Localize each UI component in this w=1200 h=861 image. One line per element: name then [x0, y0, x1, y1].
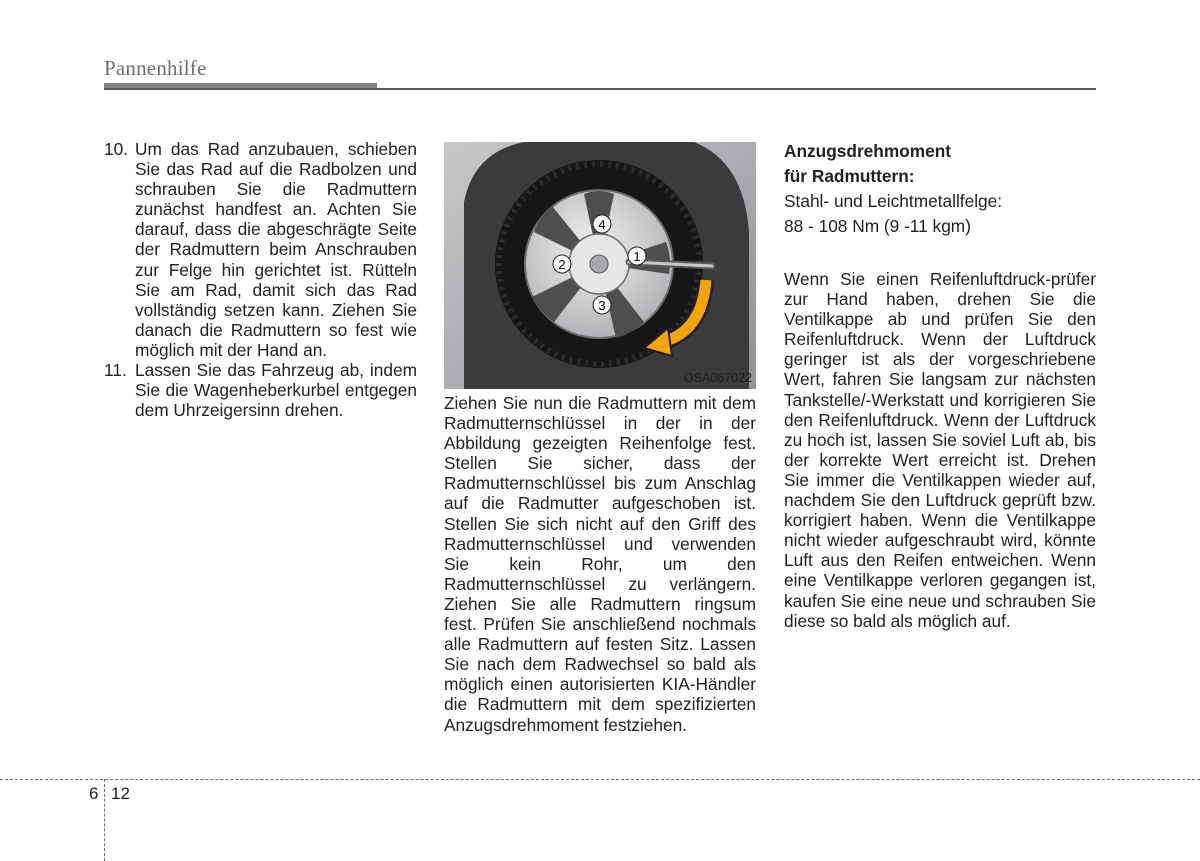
spec-title-line2: für Radmuttern: — [784, 166, 915, 186]
spec-torque-value: 88 - 108 Nm (9 -11 kgm) — [784, 216, 971, 236]
callout-1: 1 — [633, 249, 641, 264]
spec-rim-type: Stahl- und Leichtmetallfelge: — [784, 191, 1003, 211]
step-number: 10. — [104, 139, 129, 159]
chapter-number: 6 — [89, 784, 99, 803]
tire-pressure-text: Wenn Sie einen Reifenluftdruck-prüfer zur Hand haben, drehen Sie die Ventilkappe ab und prüfen Sie den Reifenluftdruck. Wenn der Luftdruck geringer ist als der vorgeschriebene Wert, fahren Sie langsam zur nächsten Tankstelle/-Werkstatt und korrigieren Sie den Reifenluftdruck. Wenn der Luftdruck zu hoch ist, lassen Sie soviel Luft ab, bis der korrekte Wert erreicht ist. Drehen Sie immer die Ventilkappen wieder auf, nachdem Sie den Luftdruck geprüft bzw. korrigiert haben. Wenn die Ventilkappe nicht wieder aufgeschraubt wird, könnte Luft aus den Reifen entweichen. Wenn eine Ventilkappe verloren gegangen ist, kaufen Sie eine neue und schrauben Sie diese so bald als möglich auf. — [784, 269, 1096, 631]
footer-rule — [0, 779, 1200, 780]
step-item — [104, 139, 417, 360]
step-text: Um das Rad anzubauen, schieben Sie das Rad auf die Radbolzen und schrauben Sie die Radmuttern zunächst handfest an. Achten Sie darauf, dass die abgeschrägte Seite der Radmuttern beim Anschrauben zur Felge hin gerichtet ist. Rütteln Sie am Rad, damit sich das Rad vollständig setzen kann. Ziehen Sie danach die Radmuttern so fest wie möglich mit der Hand an. — [135, 139, 417, 360]
figure-code: OSA067022 — [683, 371, 752, 385]
callout-3: 3 — [598, 298, 606, 313]
page-number: 12 — [111, 784, 130, 803]
step-number: 11. — [104, 360, 127, 381]
footer-divider — [104, 779, 105, 861]
spec-column — [784, 139, 1096, 631]
wheel-illustration — [444, 142, 756, 389]
step-item — [104, 360, 417, 420]
section-title: Pannenhilfe — [104, 56, 207, 80]
wheel-nut-figure — [444, 142, 756, 389]
steps-column — [104, 139, 417, 420]
header-rule — [104, 88, 1096, 90]
spec-title-line1: Anzugsdrehmoment — [784, 141, 952, 161]
callout-4: 4 — [598, 217, 606, 232]
hub-cap — [590, 255, 608, 273]
callout-2: 2 — [558, 257, 566, 272]
step-text: Lassen Sie das Fahrzeug ab, indem Sie die Wagenheberkurbel entgegen dem Uhrzeigersinn drehen. — [135, 360, 417, 421]
middle-text: Ziehen Sie nun die Radmuttern mit dem Radmutternschlüssel in der in der Abbildung gezeigten Reihenfolge fest. Stellen Sie sicher, dass der Radmutternschlüssel bis zum Anschlag auf die Radmutter aufgeschoben ist. Stellen Sie sich nicht auf den Griff des Radmutternschlüssel und verwenden Sie kein Rohr, um den Radmutternschlüssel zu verlängern. Ziehen Sie alle Radmuttern ringsum fest. Prüfen Sie anschließend nochmals alle Radmuttern auf festen Sitz. Lassen Sie nach dem Radwechsel so bald als möglich einen autorisierten KIA-Händler die Radmuttern mit dem spezifizierten Anzugsdrehmoment festziehen. — [444, 393, 756, 735]
